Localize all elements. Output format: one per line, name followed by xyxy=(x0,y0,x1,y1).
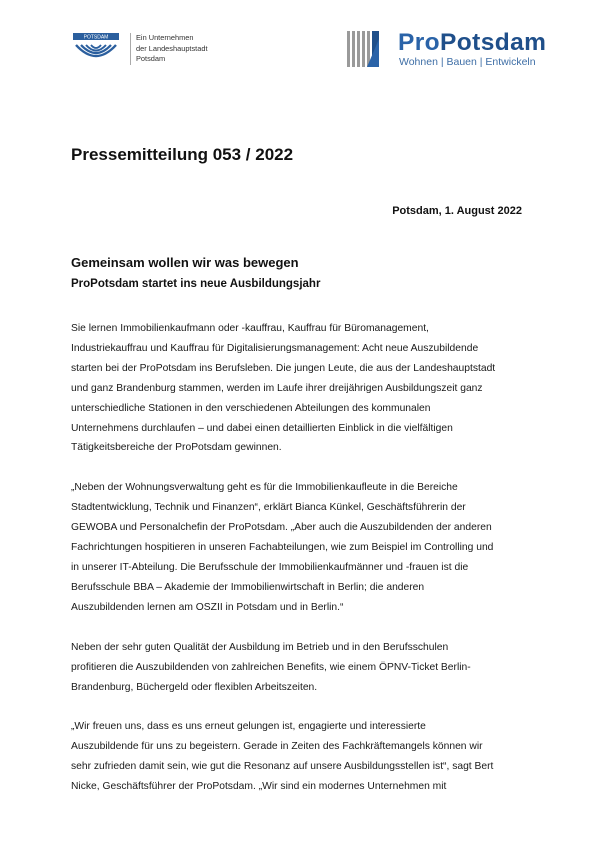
paragraph-line: „Wir freuen uns, dass es uns erneut gelungen ist, engagierte und interessierte xyxy=(71,721,426,733)
body-text xyxy=(71,319,527,817)
paragraph-line: und ganz Brandenburg stammen, werden im Laufe ihrer dreijährigen Ausbildungszeit ganz xyxy=(71,382,483,394)
paragraph-line: Auszubildenden lernen am OSZII in Potsdam und in Berlin.“ xyxy=(71,601,344,613)
paragraph-line: Nicke, Geschäftsführer der ProPotsdam. „Wir sind ein modernes Unternehmen mit xyxy=(71,781,447,793)
propotsdam-stripes-logo xyxy=(347,31,379,67)
paragraph-line: starten bei der ProPotsdam ins Berufsleben. Die jungen Leute, die aus der Landeshauptstadt xyxy=(71,362,496,374)
city-line: Ein Unternehmen xyxy=(136,33,194,42)
paragraph-line: in unserer IT-Abteilung. Die Berufsschule der Immobilienkaufmänner und -frauen ist die xyxy=(71,561,469,573)
potsdam-city-logo xyxy=(72,33,120,67)
paragraph xyxy=(71,478,527,617)
paragraph-line: Fachrichtungen hospitieren in unseren Fachabteilungen, wie zum Beispiel im Controlling und xyxy=(71,542,494,554)
city-line: Potsdam xyxy=(136,54,166,64)
potsdam-logo-label: POTSDAM xyxy=(83,34,109,41)
paragraph-line: Industriekauffrau und Kauffrau für Digitalisierungsmanagement: Acht neue Auszubildende xyxy=(71,342,479,354)
paragraph-line: Sie lernen Immobilienkaufmann oder -kauffrau, Kauffrau für Büromanagement, xyxy=(71,323,429,334)
paragraph-line: Berufsschule BBA – Akademie der Immobilienwirtschaft in Berlin; die anderen xyxy=(71,581,425,593)
paragraph-line: unterschiedliche Stationen in den verschiedenen Abteilungen des kommunalen xyxy=(71,402,431,414)
paragraph-line: profitieren die Auszubildenden von zahlreichen Benefits, wie einem ÖPNV-Ticket Berlin- xyxy=(71,661,471,673)
document-title: Pressemitteilung 053 / 2022 xyxy=(71,145,294,164)
paragraph-line: Neben der sehr guten Qualität der Ausbildung im Betrieb und in den Berufsschulen xyxy=(71,641,449,653)
city-affiliation xyxy=(130,33,208,65)
brand-pro: Pro xyxy=(398,29,441,56)
paragraph-line: Brandenburg, Büchergeld oder flexiblen Arbeitszeiten. xyxy=(71,681,318,693)
paragraph-line: Auszubildende für uns zu begeistern. Gerade in Zeiten des Fachkräftemangels können wir xyxy=(71,741,483,753)
paragraph xyxy=(71,717,527,797)
brand-rest: Potsdam xyxy=(440,29,547,56)
letterhead xyxy=(0,0,595,90)
subheadline: ProPotsdam startet ins neue Ausbildungsjahr xyxy=(71,278,321,290)
headline: Gemeinsam wollen wir was bewegen xyxy=(71,255,299,270)
propotsdam-wordmark xyxy=(398,30,546,56)
dateline: Potsdam, 1. August 2022 xyxy=(392,205,522,217)
city-line: der Landeshauptstadt xyxy=(136,43,208,53)
paragraph-line: Stadtentwicklung, Technik und Finanzen“, erklärt Bianca Künkel, Geschäftsführerin der xyxy=(71,502,466,514)
paragraph xyxy=(71,319,527,458)
paragraph-line: sehr zufrieden damit sein, wie gut die Resonanz auf unsere Ausbildungsstellen ist“, sagt Bert xyxy=(71,761,494,773)
paragraph-line: „Neben der Wohnungsverwaltung geht es für die Immobilienkaufleute in die Bereiche xyxy=(71,482,458,494)
paragraph xyxy=(71,638,527,698)
paragraph-line: Unternehmens durchlaufen – und dabei einen detaillierten Einblick in die vielfältigen xyxy=(71,422,453,434)
paragraph-line: GEWOBA und Personalchefin der ProPotsdam. „Aber auch die Auszubildenden der anderen xyxy=(71,522,492,534)
paragraph-line: Tätigkeitsbereiche der ProPotsdam gewinnen. xyxy=(71,442,282,454)
brand-tagline: Wohnen | Bauen | Entwickeln xyxy=(399,56,536,68)
